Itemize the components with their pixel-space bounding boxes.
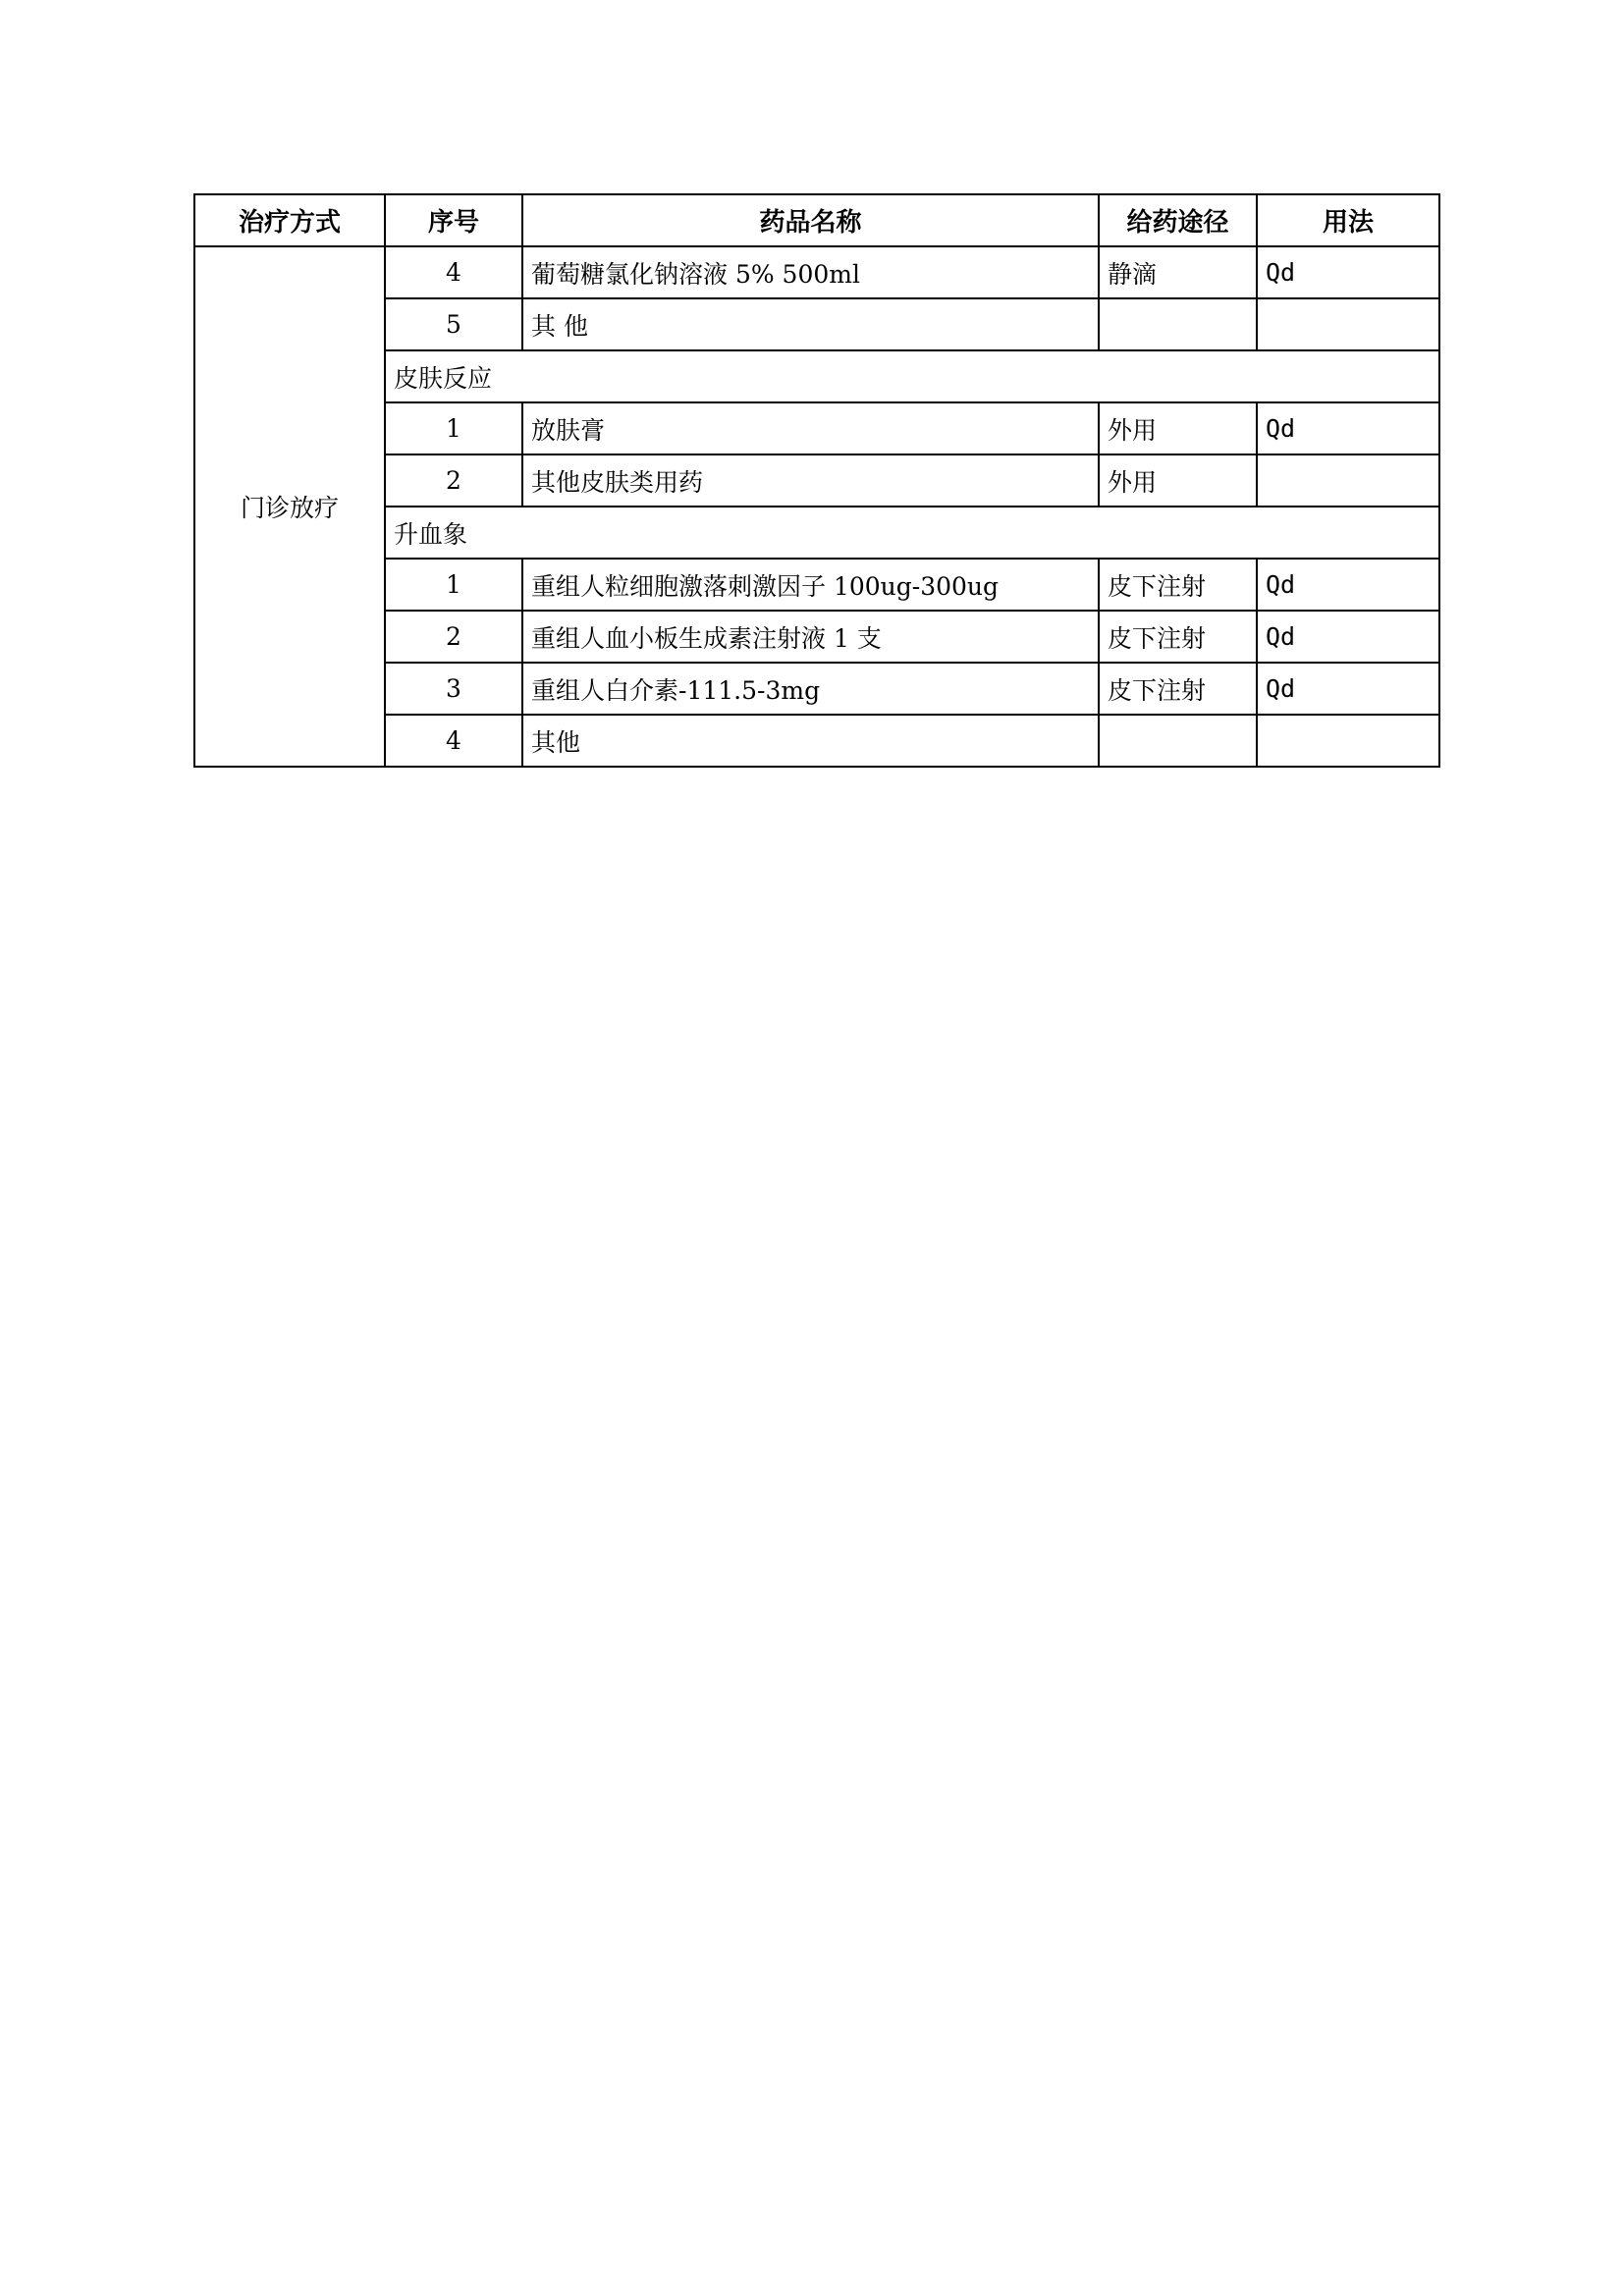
route-cell: 皮下注射 [1099, 559, 1257, 611]
usage-cell [1257, 454, 1439, 507]
drug-name-cell: 重组人白介素-111.5-3mg [522, 663, 1099, 715]
usage-cell: Qd [1257, 402, 1439, 454]
header-treatment: 治疗方式 [194, 194, 385, 246]
route-cell: 皮下注射 [1099, 663, 1257, 715]
section-label-blood: 升血象 [385, 507, 1439, 559]
usage-cell [1257, 715, 1439, 767]
usage-cell: Qd [1257, 246, 1439, 298]
row-number: 4 [385, 246, 522, 298]
usage-cell: Qd [1257, 663, 1439, 715]
route-cell: 静滴 [1099, 246, 1257, 298]
row-number: 1 [385, 402, 522, 454]
route-cell [1099, 715, 1257, 767]
section-label-skin: 皮肤反应 [385, 350, 1439, 402]
drug-name-cell: 其他皮肤类用药 [522, 454, 1099, 507]
header-number: 序号 [385, 194, 522, 246]
drug-name-cell: 其他 [522, 715, 1099, 767]
header-drug-name: 药品名称 [522, 194, 1099, 246]
treatment-cell: 门诊放疗 [194, 246, 385, 767]
header-usage: 用法 [1257, 194, 1439, 246]
row-number: 3 [385, 663, 522, 715]
route-cell: 皮下注射 [1099, 611, 1257, 663]
row-number: 2 [385, 611, 522, 663]
table-row [194, 246, 1439, 298]
usage-cell: Qd [1257, 559, 1439, 611]
route-cell [1099, 298, 1257, 350]
header-route: 给药途径 [1099, 194, 1257, 246]
usage-cell [1257, 298, 1439, 350]
row-number: 2 [385, 454, 522, 507]
medication-table [193, 193, 1440, 768]
drug-name-cell: 放肤膏 [522, 402, 1099, 454]
drug-name-cell: 其 他 [522, 298, 1099, 350]
row-number: 5 [385, 298, 522, 350]
usage-cell: Qd [1257, 611, 1439, 663]
drug-name-cell: 重组人血小板生成素注射液 1 支 [522, 611, 1099, 663]
route-cell: 外用 [1099, 402, 1257, 454]
table-header-row [194, 194, 1439, 246]
row-number: 1 [385, 559, 522, 611]
drug-name-cell: 重组人粒细胞激落刺激因子 100ug-300ug [522, 559, 1099, 611]
route-cell: 外用 [1099, 454, 1257, 507]
row-number: 4 [385, 715, 522, 767]
drug-name-cell: 葡萄糖氯化钠溶液 5% 500ml [522, 246, 1099, 298]
